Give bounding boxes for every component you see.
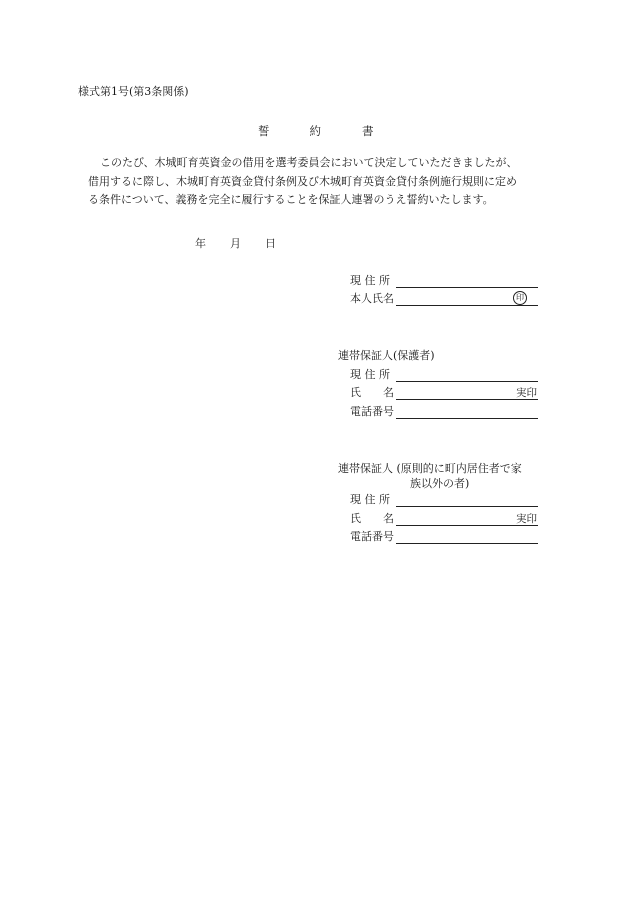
title-char-2: 約	[309, 124, 321, 138]
guarantor1-address-field[interactable]	[396, 369, 538, 382]
guarantor2-address-field[interactable]	[396, 494, 538, 507]
pledge-line-1: このたび、木城町育英資金の借用を選考委員会において決定していただきましたが、	[100, 156, 518, 169]
date-line	[195, 237, 276, 251]
guarantor2-heading-cont: 族以外の者)	[410, 477, 470, 490]
seal-icon: 印	[513, 291, 527, 305]
form-number: 様式第1号(第3条関係)	[78, 85, 189, 98]
date-month: 月	[230, 237, 241, 250]
pledge-line-3: る条件について、義務を完全に履行することを保証人連署のうえ誓約いたします。	[88, 193, 494, 206]
guarantor1-phone-field[interactable]	[396, 406, 538, 419]
guarantor2-phone-label: 電話番号	[350, 530, 394, 543]
guarantor1-seal-label: 実印	[516, 387, 537, 399]
document-title	[258, 124, 374, 138]
guarantor2-name-label: 氏 名	[350, 512, 394, 525]
guarantor1-phone-label: 電話番号	[350, 405, 394, 418]
applicant-name-label: 本人氏名	[350, 292, 394, 305]
guarantor2-phone-field[interactable]	[396, 531, 538, 544]
guarantor2-heading: 連帯保証人 (原則的に町内居住者で家	[338, 462, 522, 475]
date-year: 年	[195, 237, 206, 250]
guarantor1-heading: 連帯保証人(保護者)	[338, 349, 435, 362]
applicant-address-label: 現 住 所	[350, 274, 390, 287]
title-char-3: 書	[362, 124, 374, 138]
applicant-address-field[interactable]	[396, 275, 538, 288]
guarantor1-name-label: 氏 名	[350, 386, 394, 399]
guarantor1-address-label: 現 住 所	[350, 368, 390, 381]
date-day: 日	[265, 237, 276, 250]
guarantor2-address-label: 現 住 所	[350, 493, 390, 506]
title-char-1: 誓	[258, 124, 270, 138]
guarantor2-seal-label: 実印	[516, 513, 537, 525]
pledge-line-2: 借用するに際し、木城町育英資金貸付条例及び木城町育英資金貸付条例施行規則に定め	[88, 174, 517, 188]
pledge-paragraph	[88, 154, 558, 210]
